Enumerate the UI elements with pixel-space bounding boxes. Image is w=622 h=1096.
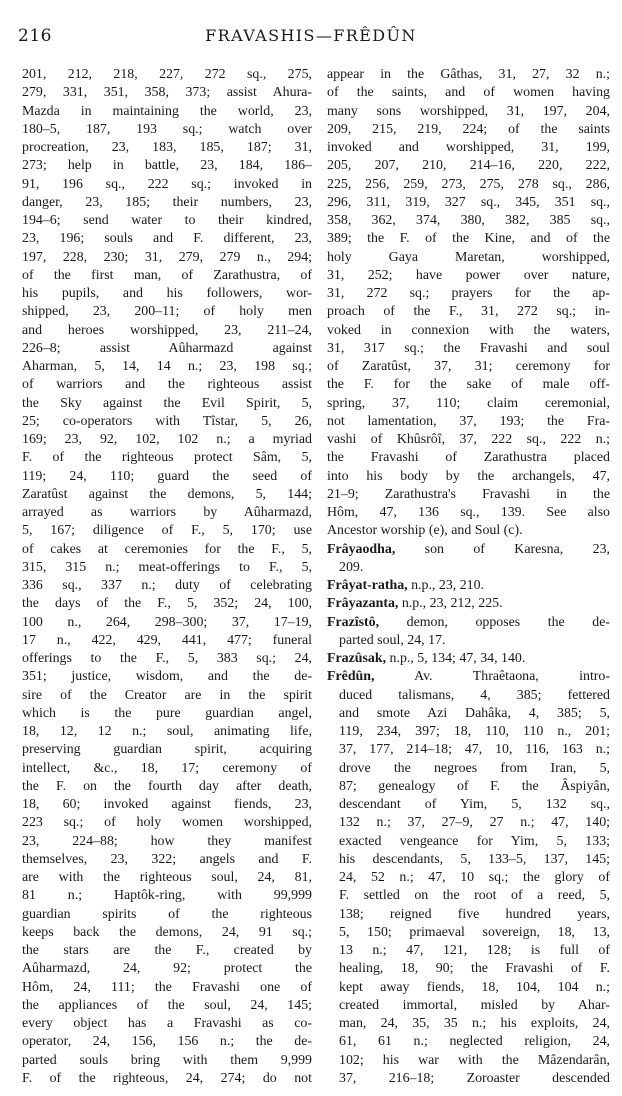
index-line: [327, 468, 610, 486]
index-line: guardian spirits of the righteous: [22, 906, 312, 922]
index-line: [327, 687, 610, 705]
index-line: 336 sq., 337 n.; duty of celebrating: [22, 578, 312, 593]
index-line: 17 n., 422, 429, 441, 477; funeral: [22, 632, 312, 648]
index-line: [327, 942, 610, 960]
entry-text: 87; genealogy of F. the Âspiyân,: [339, 778, 610, 794]
index-line: of the first man, of Zarathustra, of: [22, 267, 312, 283]
index-line: [327, 340, 610, 358]
running-head: FRAVASHIS—FRÊDÛN: [205, 26, 417, 45]
index-line: [327, 376, 610, 394]
index-line: the days of the F., 5, 352; 24, 100,: [22, 596, 312, 612]
index-line: and heroes worshipped, 23, 211–24,: [22, 322, 312, 338]
entry-text: appear in the Gâthas, 31, 27, 32 n.;: [327, 67, 610, 82]
entry-text: 24, 52 n.; 47, 10 sq.; the glory of: [339, 870, 610, 885]
index-line: [327, 1033, 610, 1051]
index-line: of cakes at ceremonies for the F., 5,: [22, 541, 312, 557]
entry-text: exacted vengeance for Yim, 5, 133;: [339, 833, 610, 849]
entry-text: of Zaratûst, 37, 31; ceremony for: [327, 359, 610, 374]
entry-text: F. settled on the root of a reed, 5,: [339, 888, 610, 904]
index-entry-line: [327, 595, 610, 613]
index-line: [327, 1015, 610, 1033]
index-entry-line: [327, 650, 610, 668]
entry-text: drove the negroes from Iran, 5,: [339, 760, 610, 776]
index-line: 18, 60; invoked against fiends, 23,: [22, 797, 312, 812]
index-line: 194–6; send water to their kindred,: [22, 213, 312, 228]
entry-text: descendant of Yim, 5, 132 sq.,: [339, 797, 610, 812]
index-line: [327, 157, 610, 175]
index-line: Aûharmazd, 24, 92; protect the: [22, 961, 312, 977]
entry-text: into his body by the archangels, 47,: [327, 468, 610, 484]
entry-text: Hôm, 47, 136 sq., 139. See also: [327, 505, 610, 520]
entry-text: and smote Azi Dahâka, 4, 385; 5,: [339, 705, 610, 721]
entry-text: his descendants, 5, 133–5, 137, 145;: [339, 851, 610, 867]
index-line: [327, 230, 610, 248]
index-line: [327, 741, 610, 759]
index-line: offerings to the F., 5, 383 sq.; 24,: [22, 651, 312, 666]
entry-text: 37, 216–18; Zoroaster descended: [339, 1070, 610, 1086]
index-line: [327, 723, 610, 741]
index-line: which is the pure guardian angel,: [22, 705, 312, 721]
index-line: [327, 267, 610, 285]
entry-text: healing, 18, 90; the Fravashi of F.: [339, 961, 610, 977]
entry-text: 209.: [339, 559, 364, 575]
page-header: [18, 26, 604, 50]
entry-text: 296, 311, 319, 327 sq., 345, 351 sq.,: [327, 194, 610, 210]
entry-text: holy Gaya Maretan, worshipped,: [327, 249, 610, 265]
index-line: themselves, 23, 322; angels and F.: [22, 851, 312, 867]
index-line: are with the righteous soul, 24, 81,: [22, 870, 312, 885]
entry-headword: Frâyat-ratha,: [327, 578, 408, 593]
index-line: sire of the Creator are in the spirit: [22, 687, 312, 703]
index-line: [327, 103, 610, 121]
index-line: every object has a Fravashi as co-: [22, 1016, 312, 1031]
index-entry-line: [327, 668, 610, 686]
index-line: 23, 224–88; how they manifest: [22, 833, 312, 849]
index-line: F. of the righteous, 24, 274; do not: [22, 1070, 312, 1086]
index-line: arrayed as warriors by Aûharmazd,: [22, 505, 312, 520]
index-line: [327, 449, 610, 467]
index-line: 18, 12, 12 n.; soul, animating life,: [22, 724, 312, 739]
index-line: [327, 814, 610, 832]
entry-text: 37, 177, 214–18; 47, 10, 116, 163 n.;: [339, 742, 610, 758]
entry-text: 209, 215, 219, 224; of the saints: [327, 121, 610, 137]
index-line: 279, 331, 351, 358, 373; assist Ahura-: [22, 85, 312, 101]
index-entry-line: [327, 541, 610, 559]
index-line: Hôm, 24, 111; the Fravashi one of: [22, 979, 312, 995]
entry-text: 31, 252; have power over nature,: [327, 267, 610, 283]
entry-text: 31, 272 sq.; prayers for the ap-: [327, 286, 610, 301]
index-line: [327, 322, 610, 340]
right-column: [327, 66, 610, 1088]
entry-text: created immortal, misled by Ahar-: [339, 997, 610, 1013]
entry-text: 205, 207, 210, 214–16, 220, 222,: [327, 158, 610, 174]
index-line: [327, 303, 610, 321]
entry-headword: Frazîstô,: [327, 614, 380, 630]
index-line: preserving guardian spirit, acquiring: [22, 742, 312, 758]
index-line: 25; co-operators with Tîstar, 5, 26,: [22, 413, 312, 429]
index-line: 23, 196; souls and F. different, 23,: [22, 231, 312, 247]
index-line: intellect, &c., 18, 17; ceremony of: [22, 760, 312, 776]
entry-text: not lamentation, 37, 193; the Fra-: [327, 413, 610, 429]
index-line: [327, 760, 610, 778]
index-line: [327, 486, 610, 504]
index-line: [327, 906, 610, 924]
entry-text: parted soul, 24, 17.: [339, 632, 446, 648]
index-line: [327, 960, 610, 978]
page-number: 216: [18, 26, 52, 46]
index-line: 169; 23, 92, 102, 102 n.; a myriad: [22, 432, 312, 447]
entry-text: vashi of Khûsrôî, 37, 222 sq., 222 n.;: [327, 432, 610, 447]
index-line: [327, 1070, 610, 1088]
entry-text: son of Karesna, 23,: [395, 541, 610, 557]
entry-text: spring, 37, 110; claim ceremonial,: [327, 395, 610, 411]
index-line: danger, 23, 185; their numbers, 23,: [22, 194, 312, 210]
entry-text: Av. Thraêtaona, intro-: [374, 669, 610, 685]
entry-text: 389; the F. of the Kine, and of the: [327, 231, 610, 247]
index-line: 5, 167; diligence of F., 5, 170; use: [22, 523, 312, 539]
entry-text: 5, 150; primaeval sovereign, 18, 13,: [339, 924, 610, 940]
index-line: the Sky against the Evil Spirit, 5,: [22, 395, 312, 411]
index-line: of warriors and the righteous assist: [22, 377, 312, 393]
entry-text: Ancestor worship (e), and Soul (c).: [327, 523, 523, 539]
entry-text: proach of the F., 31, 272 sq.; in-: [327, 304, 610, 320]
entry-text: 31, 317 sq.; the Fravashi and soul: [327, 340, 610, 356]
index-line: [327, 924, 610, 942]
index-line: [327, 1052, 610, 1070]
index-line: [327, 869, 610, 887]
entry-text: voked in connexion with the waters,: [327, 322, 610, 338]
entry-text: the F. for the sake of male off-: [327, 377, 610, 393]
index-line: [327, 851, 610, 869]
index-line: 91, 196 sq., 222 sq.; invoked in: [22, 176, 312, 192]
index-line: [327, 997, 610, 1015]
index-line: [327, 632, 610, 650]
index-entry-line: [327, 614, 610, 632]
index-line: 81 n.; Haptôk-ring, with 99,999: [22, 888, 312, 904]
index-line: [327, 285, 610, 303]
index-line: [327, 431, 610, 449]
entry-text: 13 n.; 47, 121, 128; is full of: [339, 943, 610, 958]
entry-text: 21–9; Zarathustra's Fravashi in the: [327, 486, 610, 502]
index-line: [327, 139, 610, 157]
entry-text: n.p., 5, 134; 47, 34, 140.: [386, 651, 526, 666]
entry-text: kept away fiends, 18, 104, 104 n.;: [339, 979, 610, 995]
index-line: shipped, 23, 200–11; of holy men: [22, 304, 312, 320]
entry-text: of the saints, and of women having: [327, 85, 610, 101]
index-line: Zaratûst against the demons, 5, 144;: [22, 486, 312, 502]
index-line: [327, 176, 610, 194]
index-line: [327, 84, 610, 102]
index-line: [327, 358, 610, 376]
index-line: F. of the righteous protect Sâm, 5,: [22, 450, 312, 466]
index-line: procreation, 23, 183, 185, 187; 31,: [22, 140, 312, 155]
index-line: [327, 194, 610, 212]
entry-text: duced talismans, 4, 385; fettered: [339, 687, 610, 703]
index-line: [327, 66, 610, 84]
index-line: operator, 24, 156, 156 n.; the de-: [22, 1034, 312, 1050]
entry-text: the Fravashi of Zarathustra placed: [327, 450, 610, 466]
index-line: 273; help in battle, 23, 184, 186–: [22, 158, 312, 174]
index-line: [327, 249, 610, 267]
entry-headword: Frâyazanta,: [327, 596, 399, 612]
index-line: [327, 778, 610, 796]
index-line: [327, 796, 610, 814]
index-line: [327, 705, 610, 723]
entry-text: man, 24, 35, 35 n.; his exploits, 24,: [339, 1016, 610, 1031]
entry-headword: Frâyaodha,: [327, 541, 396, 557]
entry-headword: Frêdûn,: [327, 669, 375, 685]
index-line: keeps back the demons, 24, 91 sq.;: [22, 924, 312, 940]
index-line: his pupils, and his followers, wor-: [22, 286, 312, 301]
entry-headword: Frazûsak,: [327, 651, 387, 666]
index-line: 100 n., 264, 298–300; 37, 17–19,: [22, 614, 312, 630]
entry-text: n.p., 23, 212, 225.: [398, 596, 503, 612]
index-line: Aharman, 5, 14, 14 n.; 23, 198 sq.;: [22, 359, 312, 374]
index-line: [327, 413, 610, 431]
index-line: the F. on the fourth day after death,: [22, 778, 312, 794]
index-line: 197, 228, 230; 31, 279, 279 n., 294;: [22, 249, 312, 265]
entry-text: 102; his war with the Mâzendarân,: [339, 1052, 610, 1068]
index-line: 201, 212, 218, 227, 272 sq., 275,: [22, 67, 312, 82]
index-line: 315, 315 n.; meat-offerings to F., 5,: [22, 559, 312, 575]
index-line: [327, 212, 610, 230]
index-line: 351; justice, wisdom, and the de-: [22, 669, 312, 685]
entry-text: 61, 61 n.; neglected religion, 24,: [339, 1034, 610, 1050]
index-line: [327, 559, 610, 577]
index-line: [327, 979, 610, 997]
left-column: [22, 66, 312, 1088]
index-line: [327, 833, 610, 851]
index-entry-line: [327, 577, 610, 595]
index-line: 226–8; assist Aûharmazd against: [22, 340, 312, 356]
index-line: the stars are the F., created by: [22, 943, 312, 958]
entry-text: n.p., 23, 210.: [407, 578, 485, 593]
entry-text: invoked and worshipped, 31, 199,: [327, 140, 610, 155]
index-line: [327, 887, 610, 905]
index-line: 119; 24, 110; guard the seed of: [22, 468, 312, 484]
index-line: Mazda in maintaining the world, 23,: [22, 103, 312, 119]
entry-text: 358, 362, 374, 380, 382, 385 sq.,: [327, 213, 610, 228]
index-line: parted souls bring with them 9,999: [22, 1052, 312, 1068]
index-line: 223 sq.; of holy women worshipped,: [22, 815, 312, 831]
entry-text: 132 n.; 37, 27–9, 27 n.; 47, 140;: [339, 815, 610, 831]
entry-text: 119, 234, 397; 18, 110, 110 n., 201;: [339, 724, 610, 739]
index-line: 180–5, 187, 193 sq.; watch over: [22, 121, 312, 137]
entry-text: many sons worshipped, 31, 197, 204,: [327, 103, 610, 119]
index-line: [327, 522, 610, 540]
index-line: the appliances of the soul, 24, 145;: [22, 997, 312, 1013]
entry-text: 225, 256, 259, 273, 275, 278 sq., 286,: [327, 176, 610, 192]
entry-text: 138; reigned five hundred years,: [339, 906, 610, 922]
index-line: [327, 395, 610, 413]
index-line: [327, 121, 610, 139]
index-line: [327, 504, 610, 522]
entry-text: demon, opposes the de-: [379, 614, 610, 630]
